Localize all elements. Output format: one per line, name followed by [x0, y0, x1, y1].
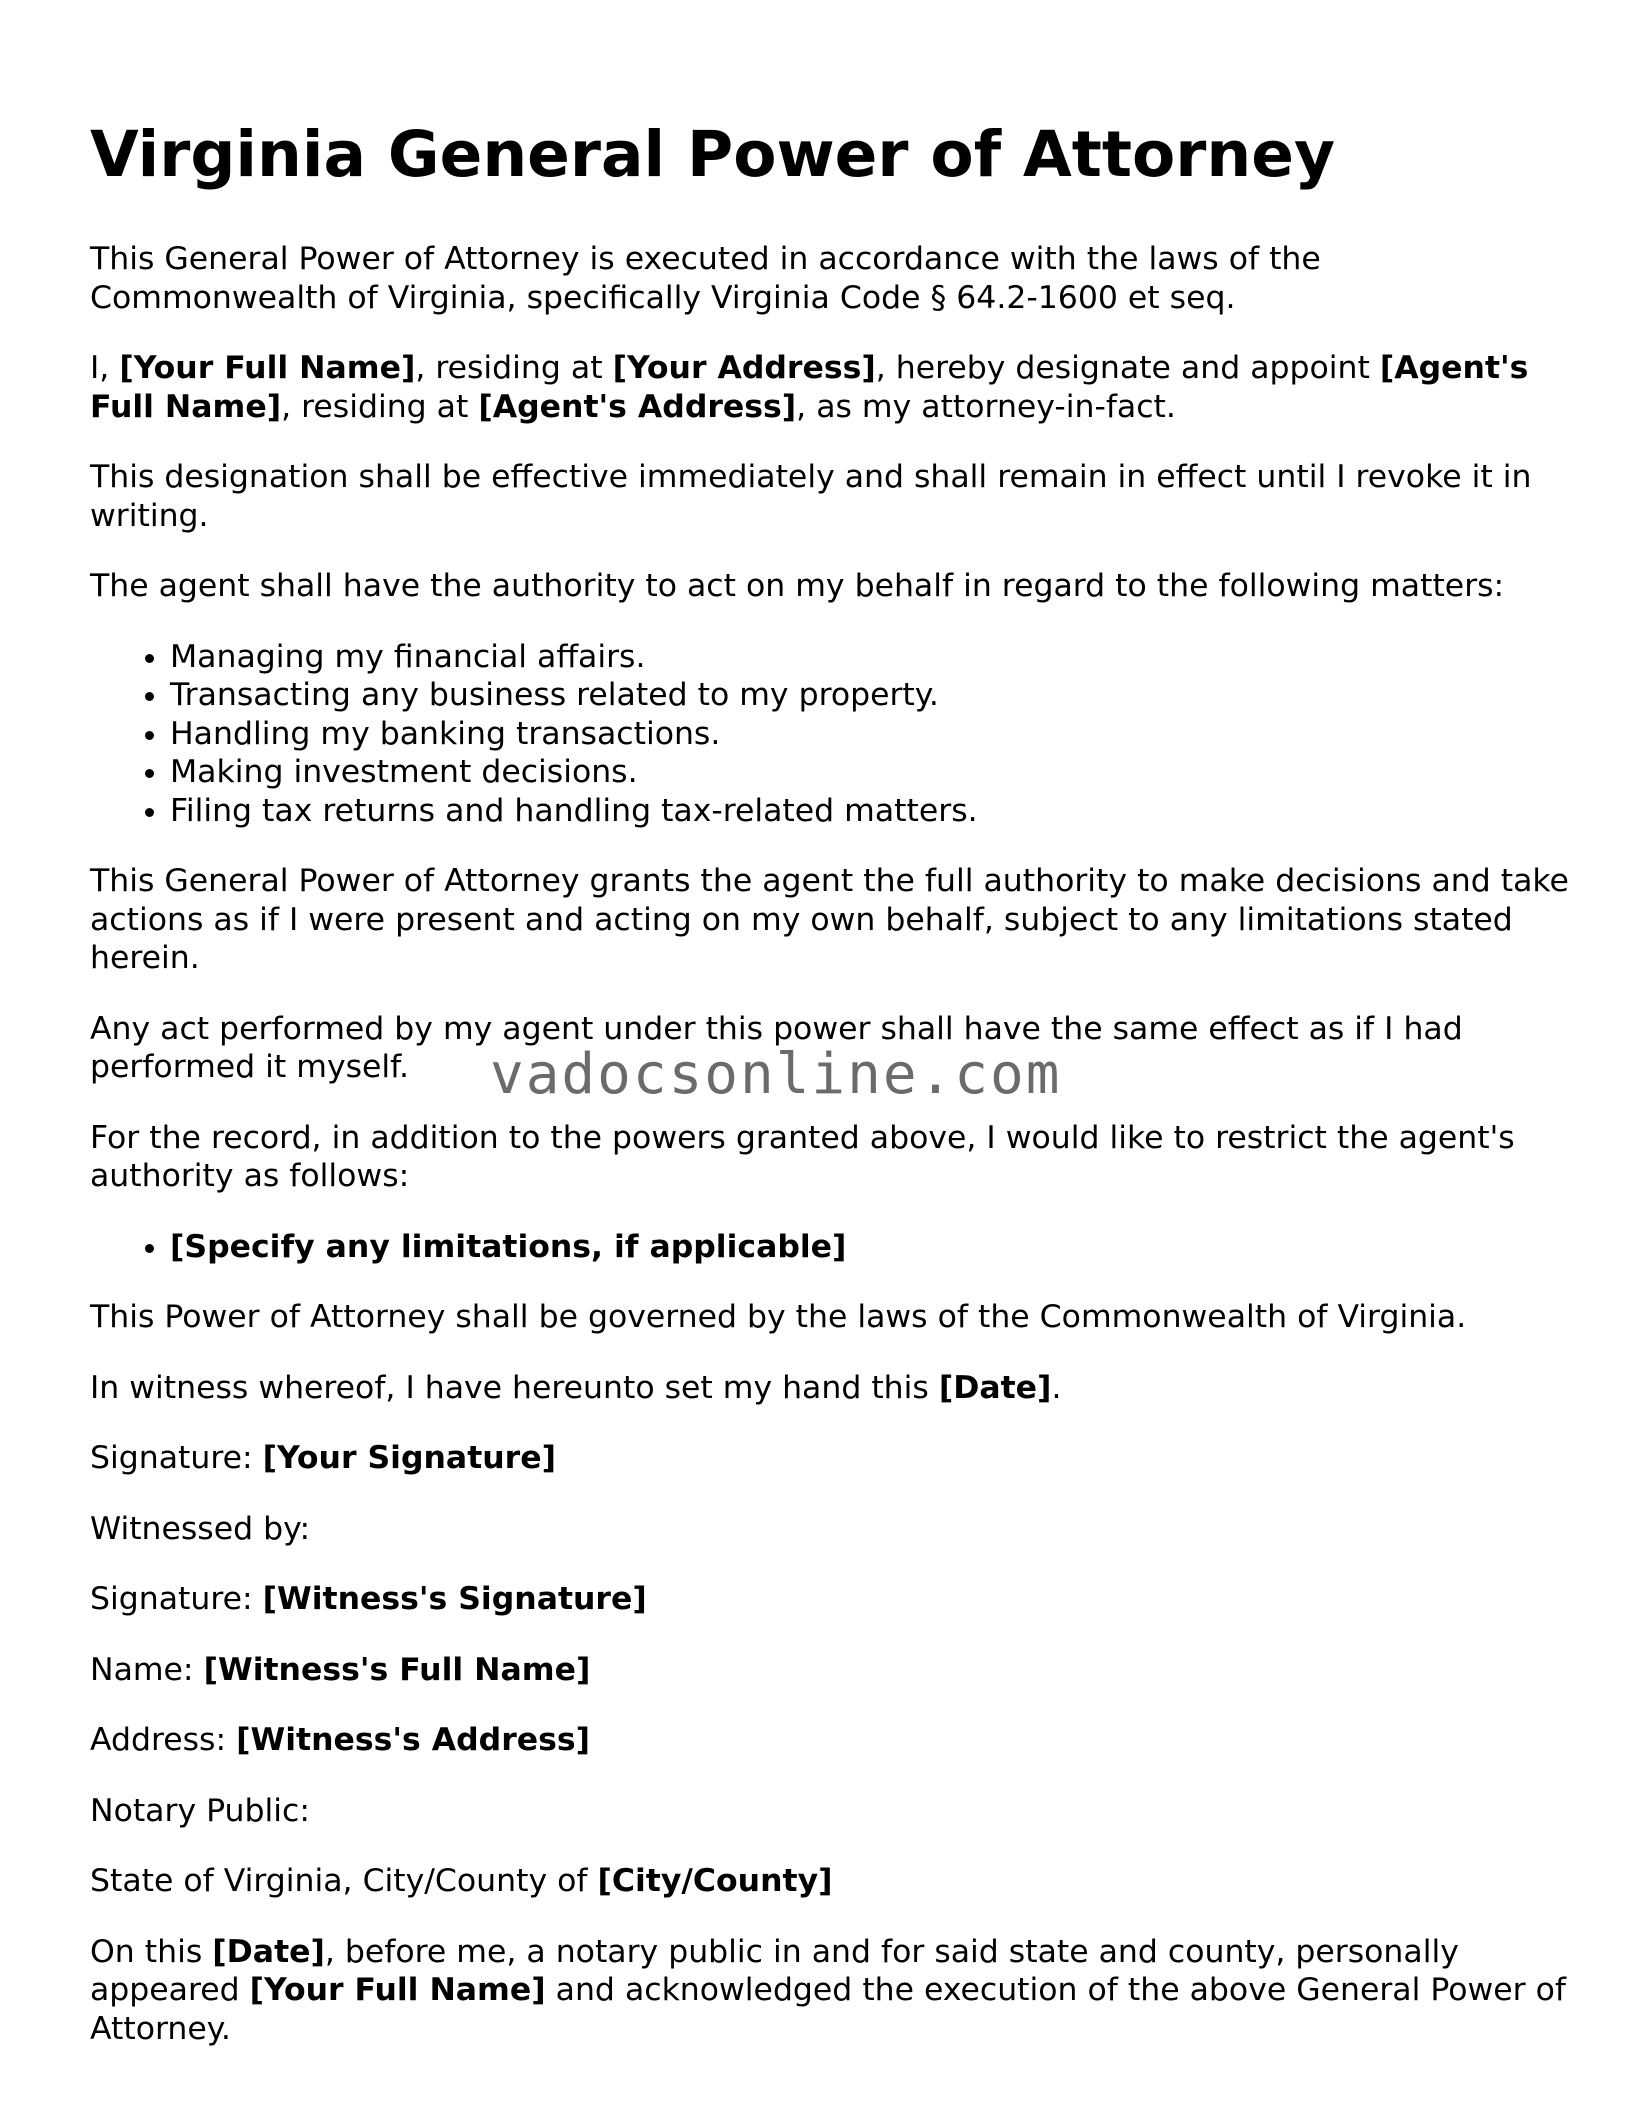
date-field: [Date]: [938, 1369, 1052, 1406]
intro-paragraph: This General Power of Attorney is executed in accordance with the laws of the Commonwealth of Virginia, specifically Virginia Code § 64.2-1600 et seq.: [90, 241, 1321, 316]
city-county-field: [City/County]: [597, 1863, 833, 1899]
list-item: [170, 1228, 1570, 1267]
same-effect-paragraph: Any act performed by my agent under this power shall have the same effect as if I had performed it myself.: [90, 1010, 1463, 1085]
list-item: • Filing tax returns and handling tax-related matters.: [170, 792, 1570, 831]
document-title: Virginia General Power of Attorney: [90, 118, 1336, 191]
appointment-paragraph: [90, 349, 1570, 426]
name-label: Name:: [90, 1651, 204, 1688]
list-item: • Making investment decisions.: [170, 753, 1570, 792]
authority-intro-paragraph: The agent shall have the authority to act on my behalf in regard to the following matters:: [90, 568, 1505, 604]
notary-statement-paragraph: [90, 1933, 1570, 2049]
notary-date-field: [Date]: [212, 1933, 325, 1970]
principal-signature-field: [Your Signature]: [262, 1440, 556, 1476]
principal-address-field: [Your Address]: [612, 350, 876, 386]
principal-name-field: [Your Full Name]: [119, 350, 416, 386]
witness-name-line: [90, 1651, 1570, 1690]
signature-label: Signature:: [90, 1440, 263, 1476]
appointment-text-4: , residing at: [281, 388, 479, 425]
witnessed-by-heading: Witnessed by:: [90, 1510, 311, 1547]
witness-whereof-end: .: [1051, 1369, 1062, 1406]
full-authority-paragraph: This General Power of Attorney grants the agent the full authority to make decisions and take actions as if I were present and acting on my own behalf, subject to any limitations stated herein.: [90, 863, 1569, 976]
notary-text-1: On this: [90, 1933, 213, 1970]
appointment-text-3: , hereby designate and appoint: [875, 350, 1380, 386]
witness-address-line: [90, 1721, 1570, 1760]
powers-list: [90, 638, 1570, 831]
witness-signature-field: [Witness's Signature]: [262, 1581, 647, 1617]
governing-law-paragraph: This Power of Attorney shall be governed by the laws of the Commonwealth of Virginia.: [90, 1299, 1467, 1335]
witness-whereof-paragraph: [90, 1369, 1570, 1408]
notary-heading: Notary Public:: [90, 1792, 310, 1829]
witness-signature-line: [90, 1580, 1570, 1619]
effective-paragraph: This designation shall be effective immediately and shall remain in effect until I revoke it in writing.: [90, 459, 1532, 534]
list-item: • Managing my financial affairs.: [170, 638, 1570, 677]
watermark: vadocsonline.com: [490, 1042, 1062, 1107]
witness-address-field: [Witness's Address]: [236, 1722, 590, 1758]
signature-label: Signature:: [90, 1581, 263, 1617]
agent-address-field: [Agent's Address]: [478, 388, 797, 425]
notary-text-3: and acknowledged the execution of the above General Power of Attorney.: [90, 1972, 1566, 2047]
restrict-intro-paragraph: For the record, in addition to the powers granted above, I would like to restrict the agent's authority as follows:: [90, 1119, 1515, 1194]
list-item: • Handling my banking transactions.: [170, 715, 1570, 754]
appointment-text-2: , residing at: [415, 350, 613, 386]
principal-signature-line: [90, 1439, 1570, 1478]
limitations-field: [Specify any limitations, if applicable]: [170, 1228, 847, 1265]
appointment-text-1: I,: [90, 350, 120, 386]
notary-name-field: [Your Full Name]: [249, 1972, 546, 2008]
limitations-list: [90, 1228, 1570, 1267]
witness-whereof-text: In witness whereof, I have hereunto set my hand this: [90, 1369, 939, 1406]
notary-text-2: , before me, a notary public in and for said state and county, personally appeared: [90, 1933, 1459, 2008]
witness-name-field: [Witness's Full Name]: [203, 1651, 591, 1688]
agent-name-field: [Agent's Full Name]: [90, 350, 1529, 425]
notary-location-label: State of Virginia, City/County of: [90, 1863, 598, 1899]
appointment-text-5: , as my attorney-in-fact.: [796, 388, 1176, 425]
address-label: Address:: [90, 1722, 237, 1758]
notary-location-line: [90, 1862, 1570, 1901]
list-item: • Transacting any business related to my property.: [170, 676, 1570, 715]
